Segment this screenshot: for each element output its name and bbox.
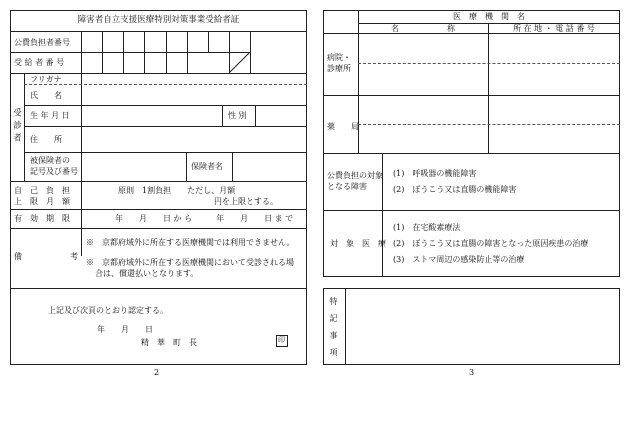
remark-1: ※ 京都府域外に所在する医療機関では利用できません。	[86, 238, 295, 247]
remark-3: 合は、償還払いとなります。	[95, 269, 199, 278]
notes-frame	[323, 288, 620, 365]
recipient-number-label: 受 給 者 番 号	[14, 58, 65, 67]
diagonal-strike	[229, 52, 251, 73]
disorder-item-1: (1) 呼吸器の機能障害	[393, 169, 477, 178]
insurer-name-label: 保険者名	[191, 162, 223, 171]
hospital-label-1: 病院・	[327, 53, 351, 62]
remarks-label: 備 考	[14, 252, 78, 261]
treatment-item-2: (2) ぼうこう又は直腸の障害となった原因疾患の治療	[393, 239, 589, 248]
payer-number-label: 公費負担者番号	[14, 38, 70, 47]
birthdate-label: 生 年 月 日	[30, 111, 70, 120]
treatment-label: 対 象 医 療	[330, 239, 386, 248]
validity-value: 年 月 日 か ら 年 月 日 ま で	[115, 214, 294, 223]
pharmacy-label: 薬 局	[327, 122, 359, 131]
hospital-label-2: 診療所	[327, 64, 351, 73]
recipient-side-label: 受診者	[11, 108, 22, 146]
page-number-right: 3	[469, 368, 475, 377]
institution-header: 医 療 機 関 名	[453, 12, 525, 21]
certification-date: 年 月 日	[97, 325, 153, 334]
disorder-label-1: 公費負担の対象	[327, 171, 383, 180]
page-number-left: 2	[154, 368, 160, 377]
insured-label-2: 記号及び番号	[30, 167, 78, 176]
validity-label: 有 効 期 限	[14, 214, 70, 223]
remark-2: ※ 京都府域外に所在する医療機関において受診される場	[86, 258, 294, 267]
copay-value-1: 原則 1割負担 ただし、月額	[118, 186, 236, 195]
notes-label: 特記事項	[329, 297, 338, 365]
disorder-label-2: となる障害	[327, 182, 367, 191]
certification-statement: 上記及び次頁のとおり認定する。	[48, 306, 168, 315]
certificate-title: 障害者自立支援医療特別対策事業受給者証	[77, 15, 240, 25]
treatment-item-1: (1) 在宅酸素療法	[393, 223, 461, 232]
disorder-item-2: (2) ぼうこう又は直腸の機能障害	[393, 185, 517, 194]
name-label: 氏 名	[30, 91, 62, 100]
seal-text: 印	[278, 336, 285, 344]
column-address: 所 在 地 ・ 電 話 番 号	[513, 24, 595, 33]
seal-stamp	[276, 335, 288, 347]
address-label: 住 所	[30, 135, 62, 144]
copay-label-1: 自 己 負 担	[14, 186, 70, 195]
insured-label-1: 被保険者の	[30, 156, 70, 165]
column-name: 名 称	[391, 24, 455, 33]
issuer-name: 精 華 町 長	[141, 338, 197, 347]
furigana-label: フリガナ	[30, 75, 62, 84]
treatment-item-3: (3) ストマ周辺の感染防止等の治療	[393, 255, 525, 264]
sex-label: 性 別	[228, 111, 247, 120]
copay-value-2: 円を上限とする。	[214, 197, 278, 206]
right-page-frame	[323, 10, 620, 277]
copay-label-2: 上 限 月 額	[14, 197, 70, 206]
